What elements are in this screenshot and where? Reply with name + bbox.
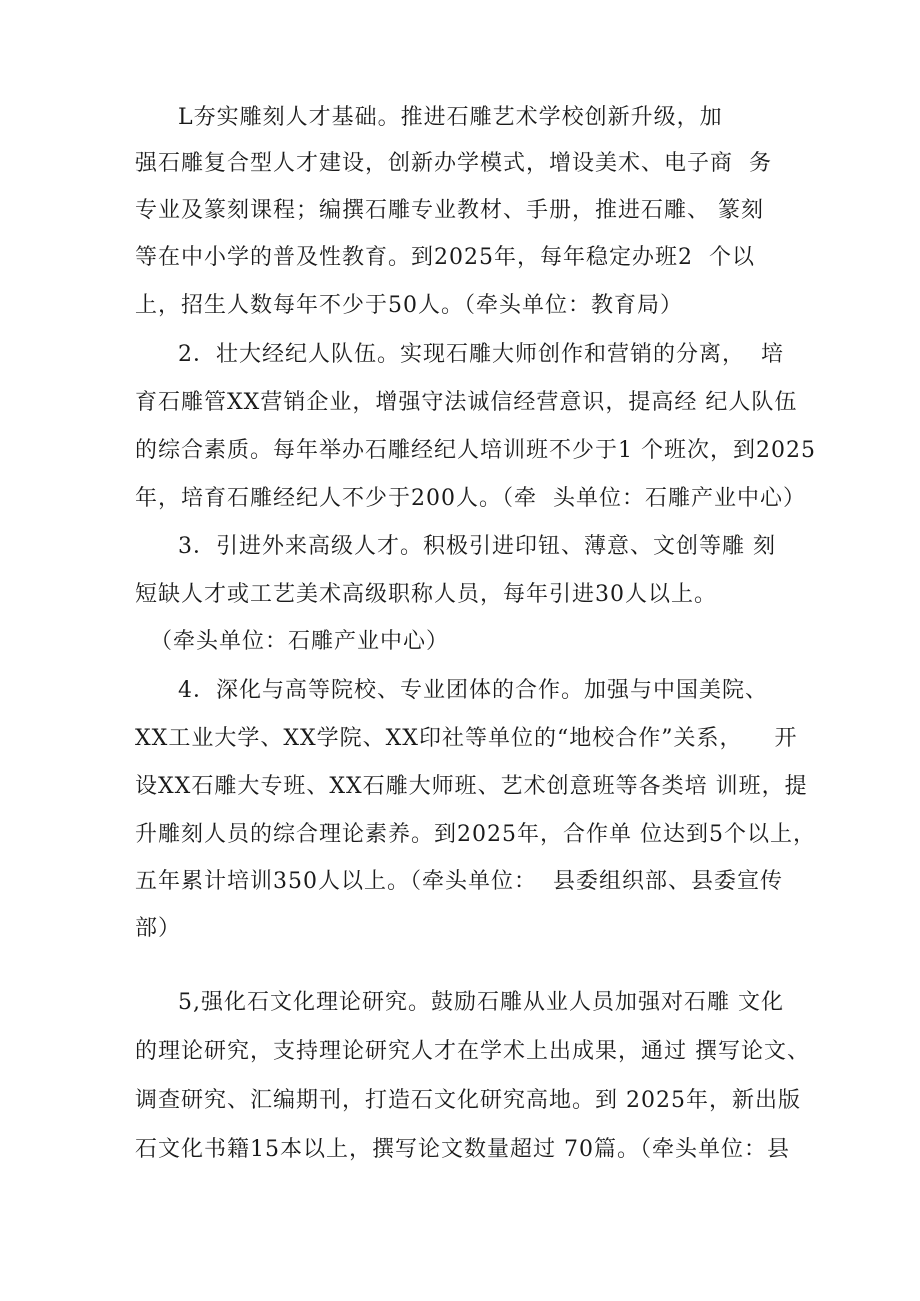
- paragraph-4-line-3: 设XX石雕大专班、XX石雕大师班、艺术创意班等各类培 训班，提: [135, 774, 808, 799]
- paragraph-5-line-2: 的理论研究，支持理论研究人才在学术上出成果，通过 撰写论文、: [135, 1039, 810, 1064]
- paragraph-4-line-4: 升雕刻人员的综合理论素养。到2025年，合作单 位达到5个以上，: [135, 822, 816, 847]
- paragraph-2-line-3: 的综合素质。每年举办石雕经纪人培训班不少于1 个班次，到2025: [135, 438, 816, 463]
- paragraph-3-line-3: （牵头单位：石雕产业中心）: [150, 629, 450, 654]
- paragraph-2-line-4: 年，培育石雕经纪人不少于200人。（牵 头单位：石雕产业中心）: [135, 486, 806, 511]
- paragraph-5-line-1: 5,强化石文化理论研究。鼓励石雕从业人员加强对石雕 文化: [178, 990, 784, 1015]
- paragraph-4-line-6: 部）: [135, 916, 182, 941]
- paragraph-3-line-2: 短缺人才或工艺美术高级职称人员，每年引进30人以上。: [135, 582, 717, 607]
- paragraph-2-line-2: 育石雕管XX营销企业，增强守法诚信经营意识，提高经 纪人队伍: [135, 390, 798, 415]
- paragraph-3-line-1: 3．引进外来高级人才。积极引进印钮、薄意、文创等雕 刻: [178, 534, 776, 559]
- paragraph-2-line-1: 2．壮大经纪人队伍。实现石雕大师创作和营销的分离， 培: [178, 342, 784, 367]
- paragraph-1-line-1: L夯实雕刻人才基础。推进石雕艺术学校创新升级，加: [178, 105, 723, 130]
- paragraph-1-line-5: 上，招生人数每年不少于50人。（牵头单位：教育局）: [135, 293, 683, 318]
- paragraph-4-line-2: XX工业大学、XX学院、XX印社等单位的“地校合作”关系， 开: [135, 726, 798, 751]
- paragraph-1-line-2: 强石雕复合型人才建设，创新办学模式，增设美术、电子商 务: [135, 151, 772, 176]
- paragraph-5-line-3: 调查研究、汇编期刊，打造石文化研究高地。到 2025年，新出版: [135, 1088, 801, 1113]
- paragraph-1-line-3: 专业及篆刻课程；编撰石雕专业教材、手册，推进石雕、 篆刻: [135, 198, 764, 223]
- paragraph-4-line-5: 五年累计培训350人以上。（牵头单位： 县委组织部、县委宣传: [135, 869, 783, 894]
- paragraph-5-line-4: 石文化书籍15本以上，撰写论文数量超过 70篇。（牵头单位：县: [135, 1137, 790, 1162]
- paragraph-4-line-1: 4．深化与高等院校、专业团体的合作。加强与中国美院、: [178, 678, 768, 703]
- paragraph-1-line-4: 等在中小学的普及性教育。到2025年，每年稳定办班2 个以: [135, 245, 755, 270]
